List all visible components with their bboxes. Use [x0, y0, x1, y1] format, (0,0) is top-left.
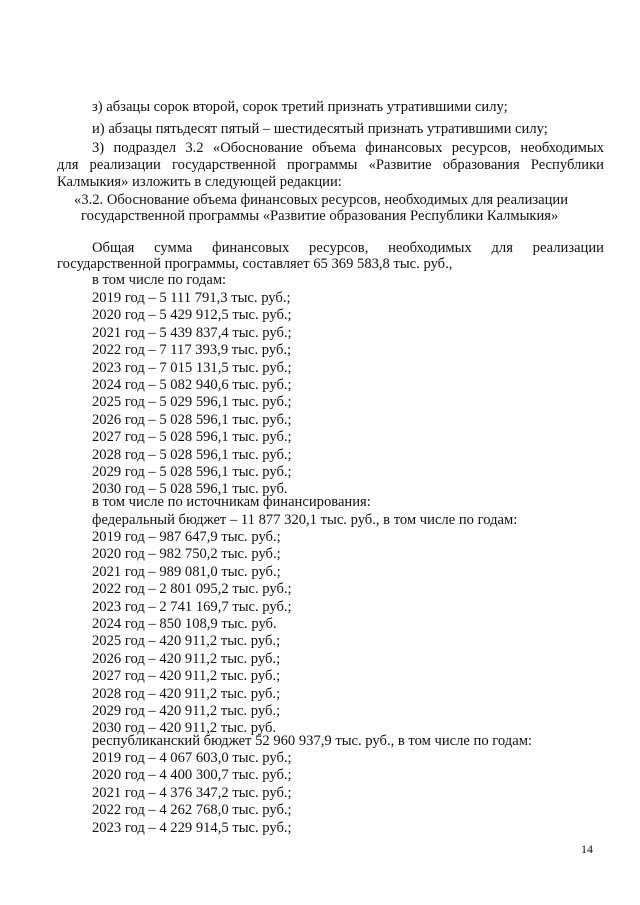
year-line: 2028 год – 5 028 596,1 тыс. руб.;: [92, 446, 292, 463]
year-line: 2020 год – 5 429 912,5 тыс. руб.;: [92, 307, 292, 324]
year-line: 2022 год – 2 801 095,2 тыс. руб.;: [92, 581, 292, 598]
year-line: 2019 год – 5 111 791,3 тыс. руб.;: [92, 290, 291, 306]
amendment-3-line3: Калмыкия» изложить в следующей редакции:: [57, 174, 342, 190]
republican-budget-heading: республиканский бюджет 52 960 937,9 тыс. руб., в том числе по годам:: [92, 733, 532, 749]
amendment-z: з) абзацы сорок второй, сорок третий признать утратившими силу;: [92, 99, 508, 115]
section-heading-line2: государственной программы «Развитие образования Республики Калмыкия»: [81, 208, 559, 224]
year-line: 2024 год – 850 108,9 тыс. руб.: [92, 616, 277, 632]
year-line: 2020 год – 982 750,2 тыс. руб.;: [92, 546, 281, 563]
year-line: 2026 год – 5 028 596,1 тыс. руб.;: [92, 411, 292, 428]
year-line: 2029 год – 5 028 596,1 тыс. руб.;: [92, 464, 292, 480]
year-line: 2019 год – 4 067 603,0 тыс. руб.;: [92, 750, 292, 766]
year-line: 2030 год – 5 028 596,1 тыс. руб.: [92, 481, 288, 498]
year-line: 2023 год – 4 229 914,5 тыс. руб.;: [92, 819, 292, 836]
total-line1: Общая сумма финансовых ресурсов, необходимых для реализации: [92, 240, 604, 256]
year-line: 2027 год – 420 911,2 тыс. руб.;: [92, 668, 281, 685]
year-line: 2025 год – 420 911,2 тыс. руб.;: [92, 633, 281, 650]
year-line: 2026 год – 420 911,2 тыс. руб.;: [92, 650, 281, 667]
total-line2: государственной программы, составляет 65 369 583,8 тыс. руб.,: [57, 256, 453, 272]
year-line: 2027 год – 5 028 596,1 тыс. руб.;: [92, 429, 292, 446]
section-heading-line1: «3.2. Обоснование объема финансовых ресурсов, необходимых для реализации: [74, 192, 569, 208]
year-line: 2019 год – 987 647,9 тыс. руб.;: [92, 529, 281, 545]
amendment-3-line1: 3) подраздел 3.2 «Обоснование объема финансовых ресурсов, необходимых: [92, 140, 604, 156]
year-line: 2025 год – 5 029 596,1 тыс. руб.;: [92, 394, 292, 411]
amendment-i: и) абзацы пятьдесят пятый – шестидесятый признать утратившими силу;: [92, 121, 548, 137]
year-line: 2023 год – 7 015 131,5 тыс. руб.;: [92, 359, 292, 376]
sources-label: в том числе по источникам финансирования:: [92, 494, 371, 510]
year-line: 2028 год – 420 911,2 тыс. руб.;: [92, 685, 281, 702]
year-line: 2022 год – 4 262 768,0 тыс. руб.;: [92, 802, 292, 819]
year-line: 2021 год – 989 081,0 тыс. руб.;: [92, 563, 281, 580]
year-line: 2029 год – 420 911,2 тыс. руб.;: [92, 703, 281, 719]
year-line: 2023 год – 2 741 169,7 тыс. руб.;: [92, 598, 292, 615]
year-line: 2024 год – 5 082 940,6 тыс. руб.;: [92, 377, 292, 393]
federal-budget-heading: федеральный бюджет – 11 877 320,1 тыс. руб., в том числе по годам:: [92, 512, 518, 528]
year-line: 2021 год – 4 376 347,2 тыс. руб.;: [92, 784, 292, 801]
year-line: 2020 год – 4 400 300,7 тыс. руб.;: [92, 767, 292, 784]
year-line: 2021 год – 5 439 837,4 тыс. руб.;: [92, 324, 292, 341]
year-line: 2030 год – 420 911,2 тыс. руб.: [92, 720, 277, 737]
page-number: 14: [581, 842, 593, 856]
by-years-label: в том числе по годам:: [92, 272, 227, 288]
amendment-3-line2: для реализации государственной программы «Развитие образования Республики: [57, 157, 604, 173]
year-line: 2022 год – 7 117 393,9 тыс. руб.;: [92, 342, 292, 359]
